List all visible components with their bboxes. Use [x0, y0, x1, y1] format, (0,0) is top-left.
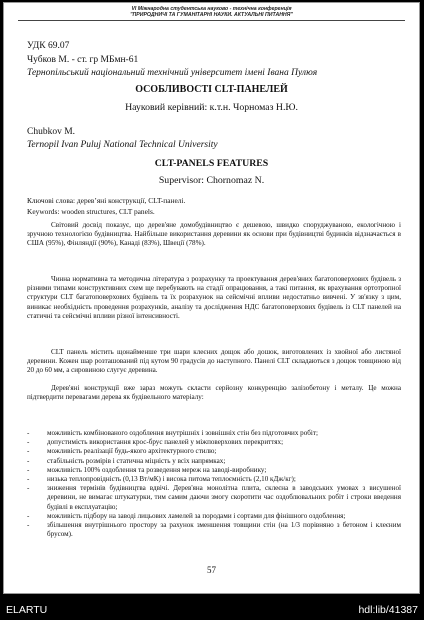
- document-page: [3, 2, 420, 594]
- list-item: [27, 438, 401, 447]
- list-bullet: -: [27, 429, 30, 437]
- list-item-text: можливість 100% оздоблення та розведення мереж на заводі-виробнику;: [47, 465, 267, 474]
- conference-header: [4, 6, 419, 18]
- list-item-text: збільшення внутрішнього простору за рахунок зменшення товщини стін (на 1/3 порівняно з бетоном і клеєним брусом).: [47, 521, 401, 539]
- supervisor-en: Supervisor: Chornomaz N.: [158, 175, 265, 186]
- list-item: [27, 429, 401, 438]
- header-divider: [18, 20, 405, 21]
- supervisor-ua-value: к.т.н. Чорномаз Н.Ю.: [207, 102, 298, 113]
- author-en: Chubkov M.: [27, 127, 76, 137]
- conference-header-line-1: VI Міжнародна студентська науково - технічна конференція: [131, 6, 292, 12]
- list-item: [27, 521, 401, 539]
- title-en: CLT-PANELS FEATURES: [154, 158, 269, 169]
- list-bullet: -: [27, 447, 30, 456]
- supervisor-ua-label: Науковий керівний:: [125, 102, 208, 113]
- udk-code: УДК 69.07: [27, 41, 70, 51]
- paragraph-1: Світовий досвід показує, що дерев'яне домобудівництво є дешевою, швидко споруджуваною, екологічною і зручною технологією будівництва. Найбільше використання деревини як основи при будівництві будинків відзначається в США (95%), Фінляндії (90%), Канаді (83%), Швеції (78%).: [27, 221, 401, 248]
- keywords-en: Keywords: wooden structures, CLT panels.: [27, 207, 155, 216]
- list-item: [27, 512, 401, 521]
- list-item: [27, 475, 401, 484]
- list-bullet: -: [27, 484, 30, 493]
- list-item: [27, 447, 401, 456]
- advantages-list: [27, 429, 401, 539]
- paragraph-3: CLT панель містить щонайменше три шари клеєних дощок або дошок, виготовлених із хвойної або листяної деревини. Кожен шар розташований під кутом 90 градусів до наступного. Панелі CLT складаються з дощок товщиною від 20 до 60 мм, а сировиною слугує деревина.: [27, 348, 401, 375]
- list-bullet: -: [27, 475, 30, 484]
- list-item-text: зниження термінів будівництва вдвічі. Дерев'яна монолітна плита, склеєна в заводських умовах з висушеної деревини, не вимагає штукатурки, тим самим даючи змогу скоротити час оздоблювальних робіт і строки введення будівлі в експлуатацію;: [47, 484, 401, 511]
- list-bullet: -: [27, 511, 30, 520]
- list-bullet: -: [27, 465, 30, 474]
- list-bullet: -: [27, 438, 30, 447]
- list-item-text: можливість підбору на заводі лицьових ламелей за породами і сортами для фінішного оздоблення;: [47, 511, 346, 520]
- title-ua: ОСОБЛИВОСТІ CLT-ПАНЕЛЕЙ: [135, 84, 288, 95]
- institution-en: Ternopil Ivan Puluj National Technical University: [27, 140, 218, 150]
- page-number: 57: [207, 565, 216, 575]
- repository-name: ELARTU: [6, 604, 48, 616]
- list-item: [27, 484, 401, 512]
- list-item: [27, 466, 401, 475]
- conference-header-line-2: "ПРИРОДНИЧІ ТА ГУМАНІТАРНІ НАУКИ. АКТУАЛЬНІ ПИТАННЯ": [130, 12, 293, 18]
- list-item-text: низька теплопровідність (0,13 Вт/мК) і висока питома теплоємність (2,10 кДж/кг);: [47, 475, 296, 484]
- list-item-text: допустимість використання крос-брус панелей у міжповерхових перекриттях;: [47, 438, 284, 447]
- author-ua: Чубков М. - ст. гр МБмн-61: [27, 55, 139, 65]
- paragraph-2: Чинна нормативна та методична література з розрахунку та проектування дерев'яних багатоповерхових будівель з різними типами конструктивних схем ще перебувають на стадії опрацювання, а такі питання, як врахування ортотропної структури CLT багатоповерхових будівель та їх розрахунок на сейсмічні впливи недостатньо вивчені. У зв'язку з цим, виникає необхідність проведення розрахунків, аналізу та дослідження НДС багатоповерхових будівель із CLT панелей на статичні та сейсмічні впливи різної інтенсивності.: [27, 275, 401, 320]
- handle-id: hdl:lib/41387: [358, 604, 418, 616]
- institution-ua: Тернопільський національний технічний університет імені Івана Пулюя: [27, 68, 318, 78]
- list-bullet: -: [27, 521, 30, 530]
- list-item-text: можливість реалізації будь-якого архітектурного стилю;: [47, 447, 217, 456]
- list-bullet: -: [27, 456, 30, 465]
- supervisor-ua: [4, 102, 419, 113]
- list-item-text: стабільність розмірів і статична міцність у всіх напрямках;: [47, 456, 226, 465]
- list-item-text: можливість комбінованого оздоблення внутрішніх і зовнішніх стін без підготовчих робіт;: [47, 429, 318, 437]
- paragraph-4: Дерев'яні конструкції вже зараз можуть скласти серйозну конкуренцію залізобетону і металу. Це можна підтвердити перевагами дерева як будівельного матеріалу:: [27, 384, 401, 402]
- keywords-ua: Ключові слова: дерев’яні конструкції, CLT-панелі.: [27, 196, 186, 205]
- list-item: [27, 457, 401, 466]
